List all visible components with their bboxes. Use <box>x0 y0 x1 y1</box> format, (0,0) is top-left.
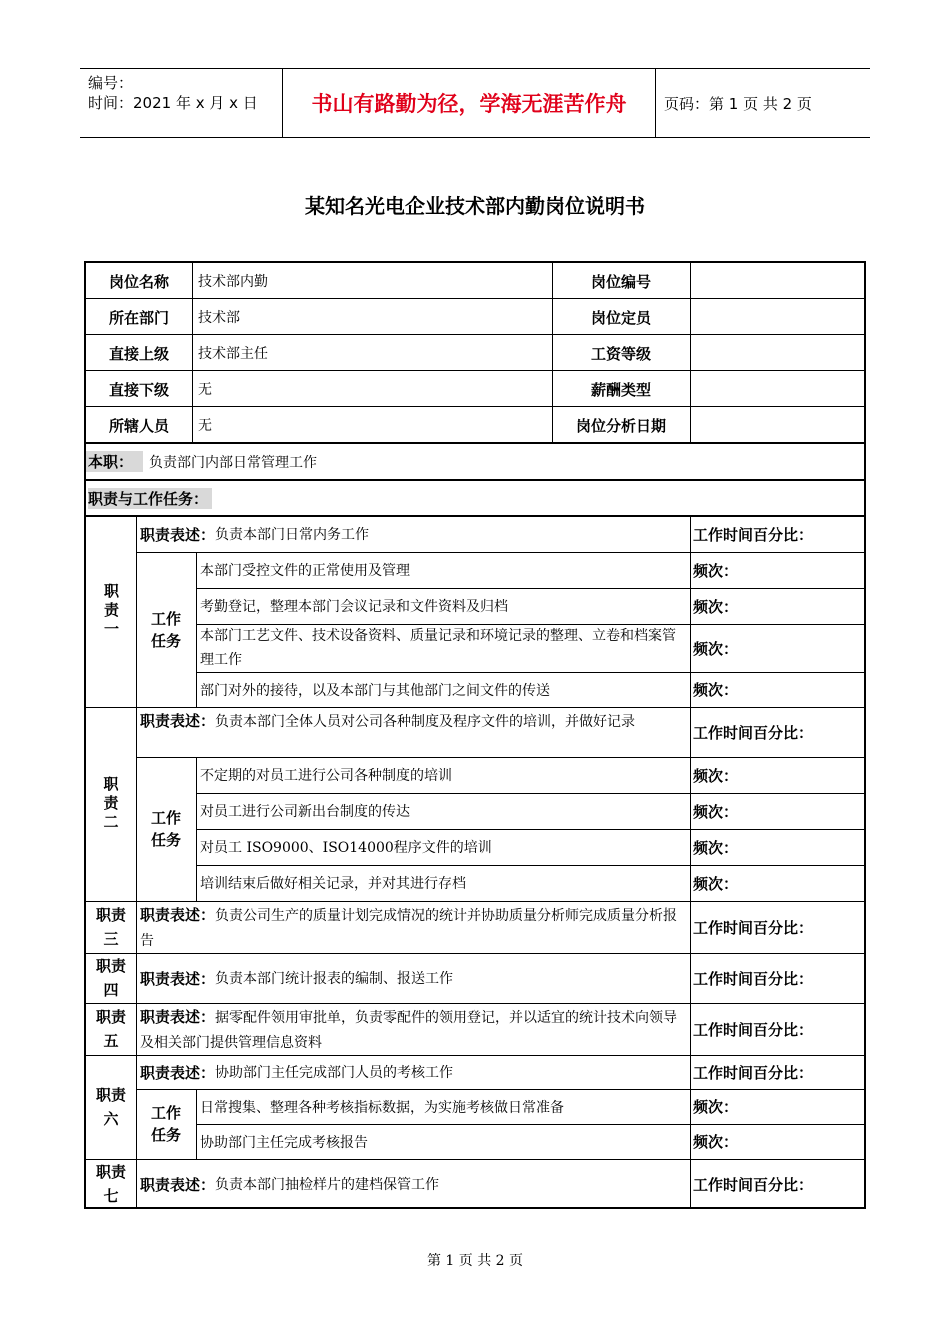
duty-3-name: 职责三 <box>95 906 126 948</box>
duty-1-task-2: 考勤登记，整理本部门会议记录和文件资料及归档 <box>200 599 508 615</box>
desc-text: 负责本部门全体人员对公司各种制度及程序文件的培训，并做好记录 <box>215 714 636 730</box>
duty-6-time-pct: 工作时间百分比： <box>693 1063 814 1082</box>
desc-label: 职责表述： <box>140 906 216 924</box>
label-department: 所在部门 <box>108 308 169 327</box>
page-header <box>80 68 870 138</box>
duty-3-time-pct: 工作时间百分比： <box>693 918 814 937</box>
value-salary-grade <box>690 335 866 371</box>
duty-1-freq-2: 频次： <box>693 597 739 616</box>
duty-2-task-label: 工作任务 <box>150 809 181 849</box>
duty-5-name: 职责五 <box>95 1008 126 1050</box>
desc-label: 职责表述： <box>140 1175 216 1194</box>
duties-header <box>88 481 864 515</box>
value-subordinate: 无 <box>198 382 212 398</box>
duty-1-task-1: 本部门受控文件的正常使用及管理 <box>200 563 410 579</box>
label-pay-type: 薪酬类型 <box>590 380 651 399</box>
job-description-table <box>84 261 866 1209</box>
value-position-name: 技术部内勤 <box>198 274 268 290</box>
label-position-code: 岗位编号 <box>590 272 651 291</box>
duty-2-name: 职责二 <box>101 775 120 833</box>
label-salary-grade: 工资等级 <box>590 344 651 363</box>
duty-2-freq-2: 频次： <box>693 802 739 821</box>
desc-text: 负责本部门抽检样片的建档保管工作 <box>215 1177 440 1193</box>
label-headcount: 岗位定员 <box>590 308 651 327</box>
duty-1-task-3: 本部门工艺文件、技术设备资料、质量记录和环境记录的整理、立卷和档案管理工作 <box>200 628 676 668</box>
duty-3-desc <box>140 901 688 953</box>
duty-7-name: 职责七 <box>95 1163 126 1205</box>
duties-header-label: 职责与工作任务： <box>88 488 212 509</box>
label-analysis-date: 岗位分析日期 <box>575 416 666 435</box>
code-label: 编号： <box>88 74 134 92</box>
main-duty-value: 负责部门内部日常管理工作 <box>149 454 318 471</box>
duty-4-desc <box>140 953 688 1003</box>
header-motto: 书山有路勤为径，学海无涯苦作舟 <box>282 69 656 137</box>
duty-1-time-pct: 工作时间百分比： <box>693 525 814 544</box>
label-position-name: 岗位名称 <box>108 272 169 291</box>
value-headcount <box>690 299 866 335</box>
duty-6-freq-2: 频次： <box>693 1133 739 1151</box>
duty-4-time-pct: 工作时间百分比： <box>693 969 814 988</box>
duty-6-name: 职责六 <box>95 1086 126 1128</box>
duty-1-task-label: 工作任务 <box>150 609 181 650</box>
duty-7-desc <box>140 1159 688 1209</box>
value-analysis-date <box>690 407 866 443</box>
desc-text: 负责公司生产的质量计划完成情况的统计并协助质量分析师完成质量分析报告 <box>140 908 678 949</box>
duty-7-time-pct: 工作时间百分比： <box>693 1175 814 1194</box>
duty-6-task-label: 工作任务 <box>150 1104 181 1144</box>
page-footer: 第 1 页 共 2 页 <box>426 1253 524 1269</box>
duty-6-desc <box>140 1055 688 1089</box>
duty-2-task-3: 对员工 ISO9000、ISO14000程序文件的培训 <box>200 840 492 856</box>
desc-label: 职责表述： <box>140 969 216 988</box>
duty-2-freq-3: 频次： <box>693 838 739 857</box>
main-duty-label: 本职： <box>86 451 143 472</box>
duty-2-time-pct: 工作时间百分比： <box>693 723 814 742</box>
duty-6-freq-1: 频次： <box>693 1098 739 1116</box>
desc-text: 协助部门主任完成部门人员的考核工作 <box>215 1065 454 1081</box>
duty-2-freq-4: 频次： <box>693 874 739 893</box>
duty-1-freq-1: 频次： <box>693 561 739 580</box>
value-position-code <box>690 263 866 299</box>
duty-1-desc <box>140 516 688 552</box>
header-meta <box>80 69 280 137</box>
value-staff: 无 <box>198 418 212 434</box>
duty-2-freq-1: 频次： <box>693 766 739 785</box>
label-superior: 直接上级 <box>108 344 169 363</box>
header-page-info: 页码：第 1 页 共 2 页 <box>664 94 812 113</box>
duty-6-task-1: 日常搜集、整理各种考核指标数据，为实施考核做日常准备 <box>200 1099 564 1116</box>
desc-label: 职责表述： <box>140 525 216 544</box>
desc-label: 职责表述： <box>140 1008 216 1026</box>
desc-text: 据零配件领用审批单，负责零配件的领用登记，并以适宜的统计技术向领导及相关部门提供管理信息资料 <box>140 1010 678 1051</box>
duty-1-name: 职责一 <box>102 583 120 640</box>
document-title: 某知名光电企业技术部内勤岗位说明书 <box>305 194 645 218</box>
desc-label: 职责表述： <box>140 712 216 730</box>
value-superior: 技术部主任 <box>198 346 268 362</box>
main-duty-row <box>86 444 866 479</box>
duty-5-desc <box>140 1003 688 1055</box>
desc-text: 负责本部门日常内务工作 <box>215 527 370 543</box>
desc-text: 负责本部门统计报表的编制、报送工作 <box>215 971 454 987</box>
duty-1-freq-4: 频次： <box>693 681 739 699</box>
value-department: 技术部 <box>198 310 240 326</box>
duty-1-task-4: 部门对外的接待，以及本部门与其他部门之间文件的传送 <box>200 682 550 699</box>
duty-2-desc <box>140 707 688 757</box>
time-label: 时间：2021 年 x 月 x 日 <box>88 94 258 112</box>
duty-2-task-2: 对员工进行公司新出台制度的传达 <box>200 804 410 820</box>
duty-1-freq-3: 频次： <box>693 639 739 658</box>
label-subordinate: 直接下级 <box>108 380 169 399</box>
duty-2-task-1: 不定期的对员工进行公司各种制度的培训 <box>200 768 452 784</box>
label-staff: 所辖人员 <box>108 416 169 435</box>
desc-label: 职责表述： <box>140 1063 216 1082</box>
duty-6-task-2: 协助部门主任完成考核报告 <box>200 1134 368 1151</box>
duty-2-task-4: 培训结束后做好相关记录，并对其进行存档 <box>200 876 466 892</box>
value-pay-type <box>690 371 866 407</box>
duty-4-name: 职责四 <box>95 957 126 999</box>
duty-5-time-pct: 工作时间百分比： <box>693 1020 814 1039</box>
